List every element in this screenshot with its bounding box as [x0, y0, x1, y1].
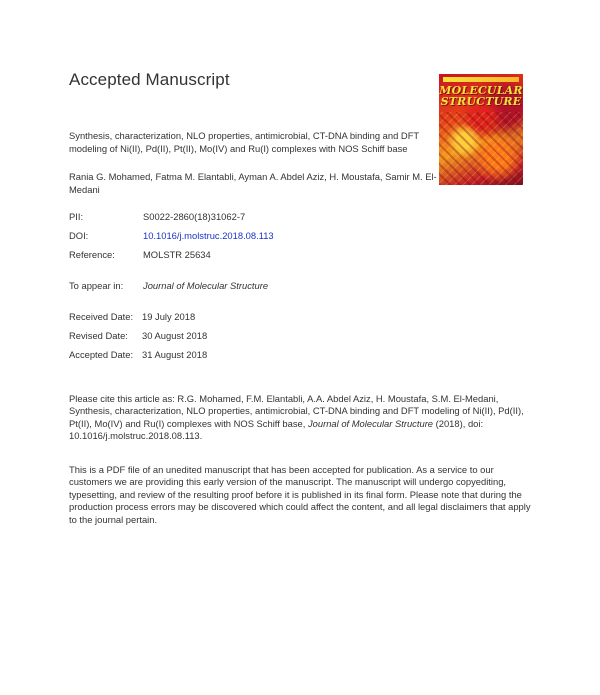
page-heading: Accepted Manuscript — [69, 70, 230, 89]
citation-text-before: Please cite this article as: R.G. Mohamed, F.M. Elantabli, A.A. Abdel Aziz, H. Moustafa, S.M. El-Medani, Synthesis, characterization, NLO properties, antimicrobial, CT-DNA binding and DFT modeling of Ni(II), Pd(II), Pt(II), Mo(IV) and Ru(I) complexes with NOS Schiff base, — [69, 393, 524, 429]
journal-cover-image — [439, 74, 523, 185]
article-authors: Rania G. Mohamed, Fatma M. Elantabli, Ayman A. Abdel Aziz, H. Moustafa, Samir M. El-Medani — [69, 171, 437, 195]
doi-link[interactable]: 10.1016/j.molstruc.2018.08.113 — [143, 230, 274, 241]
revised-date-label: Revised Date: — [69, 330, 128, 341]
cover-journal-title-line2: STRUCTURE — [440, 95, 522, 108]
unedited-manuscript-notice: This is a PDF file of an unedited manuscript that has been accepted for publication. As a service to our customers we are providing this early version of the manuscript. The manuscript will undergo copyediting, typesetting, and review of the resulting proof before it is published in its final form. Please note that during the production process errors may be discovered which could affect the content, and all legal disclaimers that apply to the journal pertain. — [69, 464, 531, 525]
reference-label: Reference: — [69, 249, 115, 260]
accepted-date-value: 31 August 2018 — [142, 349, 208, 360]
article-title: Synthesis, characterization, NLO properties, antimicrobial, CT-DNA binding and DFT modeling of Ni(II), Pd(II), Pt(II), Mo(IV) and Ru(I) complexes with NOS Schiff base — [69, 130, 419, 154]
citation-journal: Journal of Molecular Structure — [307, 417, 434, 429]
doi-label: DOI: — [69, 230, 89, 241]
pii-value: S0022-2860(18)31062-7 — [143, 211, 246, 222]
appear-in-journal: Journal of Molecular Structure — [143, 280, 269, 291]
cover-journal-title — [439, 85, 523, 107]
received-date-label: Received Date: — [69, 311, 134, 322]
revised-date-value: 30 August 2018 — [142, 330, 208, 341]
cover-top-bar — [443, 77, 519, 82]
cover-journal-title-line1: MOLECULAR — [439, 84, 523, 97]
appear-in-label: To appear in: — [69, 280, 124, 291]
pii-label: PII: — [69, 211, 84, 222]
citation-text-after: (2018), doi: 10.1016/j.molstruc.2018.08.113. — [69, 417, 484, 442]
citation-paragraph — [69, 393, 535, 443]
cover-artwork — [439, 112, 523, 185]
reference-value: MOLSTR 25634 — [143, 249, 211, 260]
received-date-value: 19 July 2018 — [142, 311, 196, 322]
accepted-date-label: Accepted Date: — [69, 349, 134, 360]
